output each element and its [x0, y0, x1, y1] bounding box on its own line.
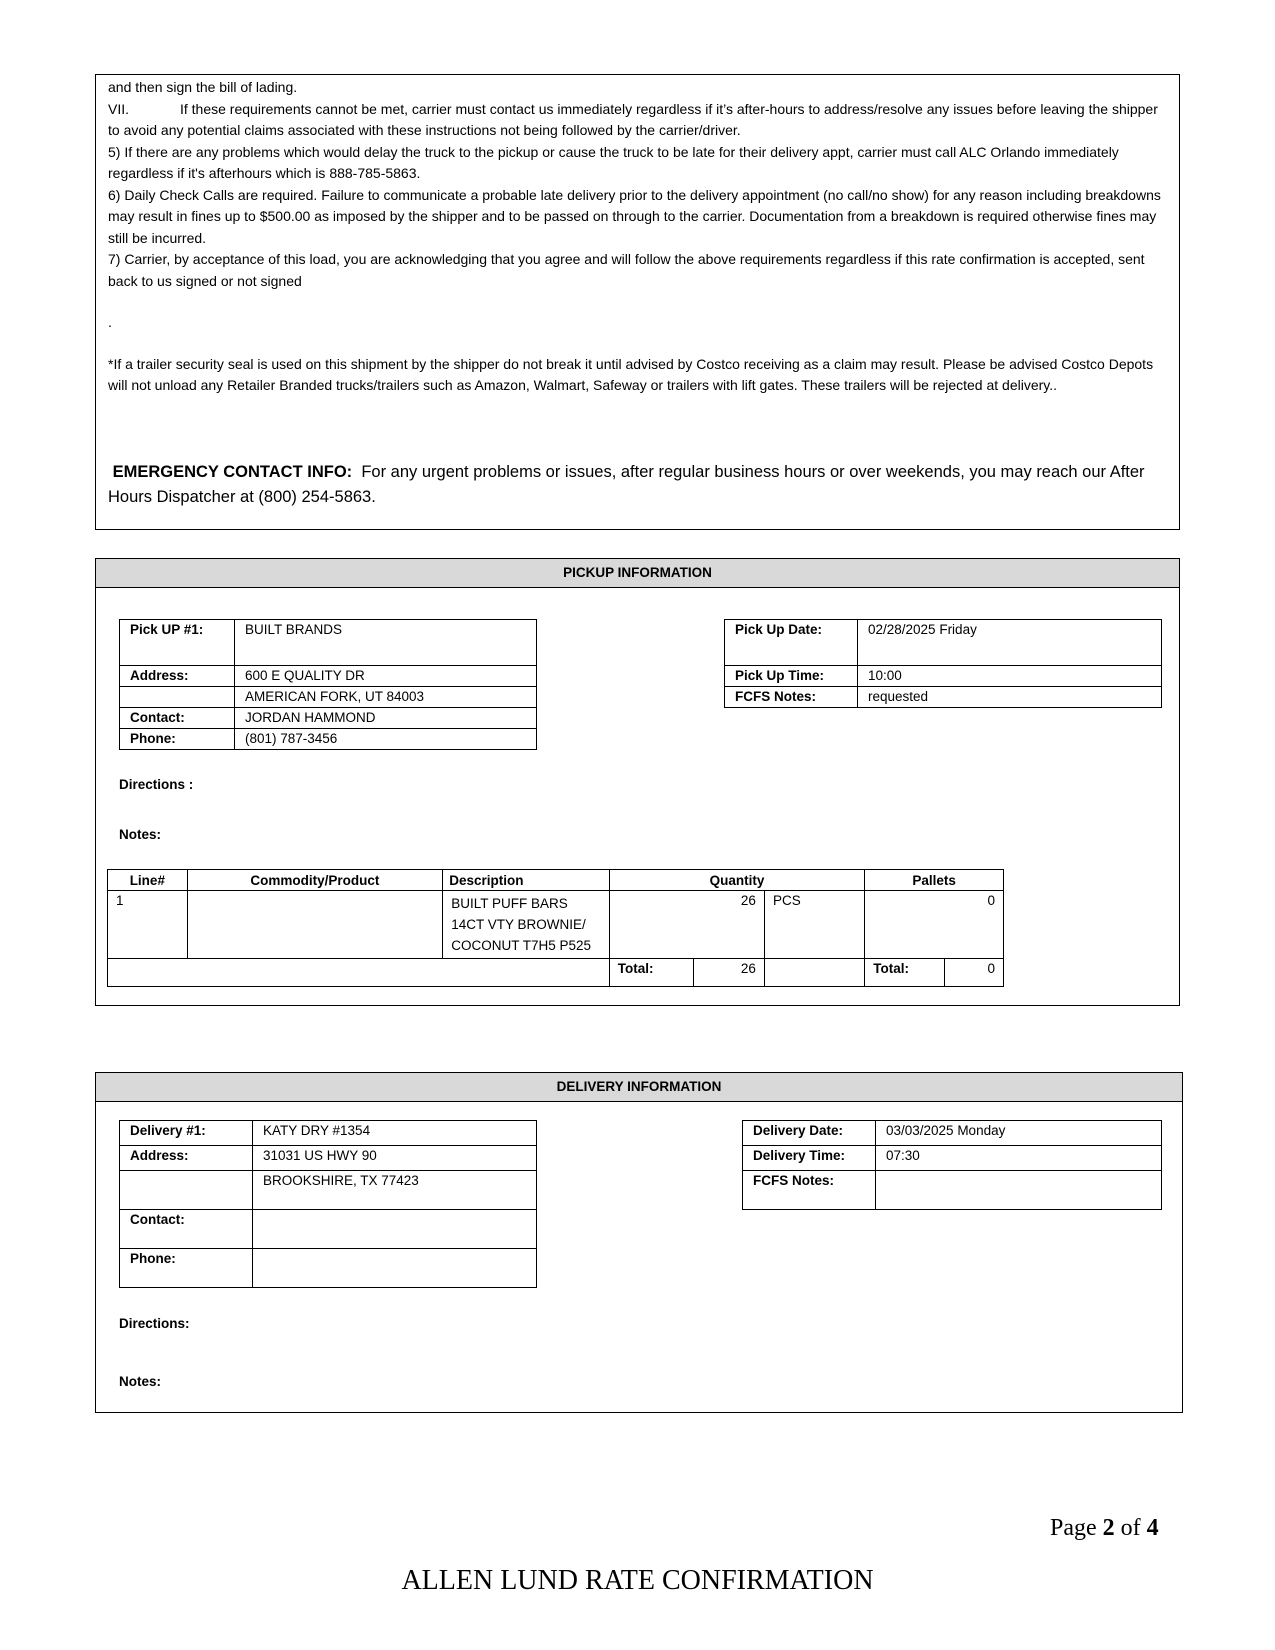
pickup-header: PICKUP INFORMATION: [96, 559, 1179, 588]
delivery-address-label: Address:: [120, 1146, 253, 1171]
description-line: 14CT VTY BROWNIE/: [451, 917, 586, 932]
pickup-fcfs: requested: [858, 687, 1162, 708]
emergency-label: EMERGENCY CONTACT INFO:: [112, 462, 353, 481]
delivery-schedule-table: [742, 1120, 1162, 1210]
pickup-fcfs-label: FCFS Notes:: [725, 687, 858, 708]
delivery-contact-label: Contact:: [120, 1210, 253, 1249]
quantity: 26: [609, 891, 764, 959]
col-description: Description: [443, 870, 610, 891]
terms-line: and then sign the bill of lading.: [108, 79, 298, 95]
delivery-phone: [253, 1249, 537, 1288]
total-pages: 4: [1146, 1515, 1159, 1541]
pallets: 0: [865, 891, 1004, 959]
page-number: [1050, 1515, 1159, 1542]
delivery-name: KATY DRY #1354: [253, 1121, 537, 1146]
commodity-table: [107, 869, 1004, 987]
pickup-address-line1: 600 E QUALITY DR: [235, 666, 537, 687]
description-line: BUILT PUFF BARS: [451, 896, 568, 911]
current-page: 2: [1102, 1515, 1115, 1541]
terms-item-text: If these requirements cannot be met, carrier must contact us immediately regardless if it’s after-hours to address/resolve any issues before leaving the shipper to avoid any potential claims associated with these instructions not being followed by the carrier/driver.: [108, 100, 1158, 138]
delivery-time: 07:30: [876, 1146, 1162, 1171]
pickup-date-label: Pick Up Date:: [725, 620, 858, 666]
description: [443, 891, 610, 959]
terms-item-number: VII.: [108, 100, 130, 117]
delivery-directions-label: Directions:: [119, 1316, 190, 1331]
pickup-phone: (801) 787-3456: [235, 729, 537, 750]
pickup-time-label: Pick Up Time:: [725, 666, 858, 687]
delivery-date: 03/03/2025 Monday: [876, 1121, 1162, 1146]
pickup-section: [95, 558, 1180, 1006]
quantity-total: 26: [693, 959, 764, 987]
delivery-location-table: [119, 1120, 537, 1288]
pickup-number-label: Pick UP #1:: [120, 620, 235, 666]
page-word: Page: [1050, 1515, 1097, 1541]
quantity-total-label: Total:: [609, 959, 693, 987]
commodity: [187, 891, 443, 959]
pickup-notes-label: Notes:: [119, 827, 162, 842]
terms-item-vii: [108, 99, 1167, 142]
pickup-name: BUILT BRANDS: [235, 620, 537, 666]
pickup-schedule-table: [724, 619, 1162, 708]
delivery-section: [95, 1072, 1183, 1413]
pickup-directions-label: Directions :: [119, 777, 194, 792]
of-word: of: [1120, 1515, 1141, 1541]
delivery-fcfs: [876, 1171, 1162, 1210]
delivery-address-line2: BROOKSHIRE, TX 77423: [253, 1171, 537, 1210]
delivery-time-label: Delivery Time:: [743, 1146, 876, 1171]
pallets-total: 0: [944, 959, 1003, 987]
line-number: 1: [108, 891, 188, 959]
document-title: ALLEN LUND RATE CONFIRMATION: [401, 1565, 874, 1596]
emergency-text: For any urgent problems or issues, after regular business hours or over weekends, you may reach our After Hours Dispatcher at (800) 254-5863.: [108, 462, 1145, 506]
pickup-time: 10:00: [858, 666, 1162, 687]
pickup-contact-label: Contact:: [120, 708, 235, 729]
delivery-fcfs-label: FCFS Notes:: [743, 1171, 876, 1210]
quantity-unit: PCS: [764, 891, 864, 959]
pickup-date: 02/28/2025 Friday: [858, 620, 1162, 666]
terms-item-6: 6) Daily Check Calls are required. Failure to communicate a probable late delivery prior to the delivery appointment (no call/no show) for any reason including breakdowns may result in fines up to $500.00 as imposed by the shipper and to be passed on through to the carrier. Documentation from a breakdown is required otherwise fines may still be incurred.: [108, 186, 1161, 246]
col-commodity: Commodity/Product: [187, 870, 443, 891]
table-row: [108, 891, 1004, 959]
pickup-phone-label: Phone:: [120, 729, 235, 750]
delivery-notes-label: Notes:: [119, 1374, 162, 1389]
seal-note: *If a trailer security seal is used on this shipment by the shipper do not break it until advised by Costco receiving as a claim may result. Please be advised Costco Depots will not unload any Retailer Branded trucks/trailers such as Amazon, Walmart, Safeway or trailers with lift gates. These trailers will be rejected at delivery..: [108, 355, 1154, 393]
delivery-phone-label: Phone:: [120, 1249, 253, 1288]
emergency-contact: [108, 460, 1167, 510]
delivery-date-label: Delivery Date:: [743, 1121, 876, 1146]
description-line: COCONUT T7H5 P525: [451, 938, 592, 953]
pallets-total-label: Total:: [865, 959, 945, 987]
delivery-address-line1: 31031 US HWY 90: [253, 1146, 537, 1171]
terms-item-5: 5) If there are any problems which would delay the truck to the pickup or cause the truck to be late for their delivery appt, carrier must call ALC Orlando immediately regardless if it's afterhours which is 888-785-5863.: [108, 143, 1119, 181]
pickup-location-table: [119, 619, 537, 750]
delivery-header: DELIVERY INFORMATION: [96, 1073, 1182, 1102]
col-line: Line#: [108, 870, 188, 891]
delivery-contact: [253, 1210, 537, 1249]
col-pallets: Pallets: [865, 870, 1004, 891]
terms-item-7: 7) Carrier, by acceptance of this load, you are acknowledging that you agree and will follow the above requirements regardless if this rate confirmation is accepted, sent back to us signed or not signed: [108, 251, 1145, 289]
col-quantity: Quantity: [609, 870, 865, 891]
pickup-contact: JORDAN HAMMOND: [235, 708, 537, 729]
totals-row: [108, 959, 1004, 987]
pickup-address-line2: AMERICAN FORK, UT 84003: [235, 687, 537, 708]
delivery-number-label: Delivery #1:: [120, 1121, 253, 1146]
terms-section: [95, 74, 1180, 530]
terms-dot: .: [108, 314, 112, 330]
pickup-address-label: Address:: [120, 666, 235, 687]
